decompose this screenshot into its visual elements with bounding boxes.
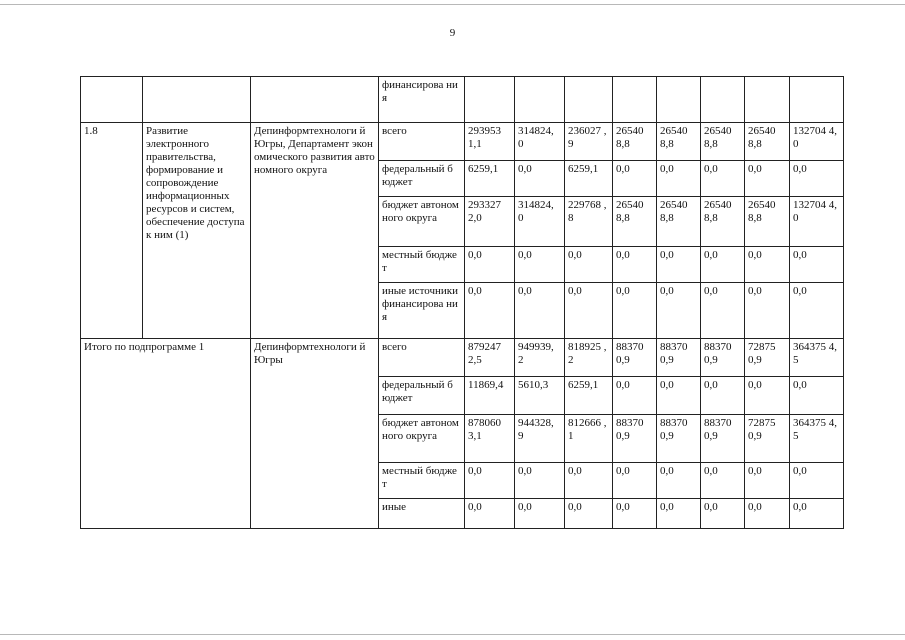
- value-cell: 0,0: [565, 247, 613, 283]
- value-cell: 0,0: [745, 499, 790, 529]
- value-cell: [745, 77, 790, 123]
- value-cell: 88370 0,9: [613, 415, 657, 463]
- value-cell: 818925 ,2: [565, 339, 613, 377]
- value-cell: 11869,4: [465, 377, 515, 415]
- value-cell: 364375 4,5: [790, 339, 844, 377]
- value-cell: 0,0: [745, 377, 790, 415]
- value-cell: 88370 0,9: [657, 415, 701, 463]
- value-cell: 0,0: [515, 161, 565, 197]
- page-number: 9: [449, 27, 456, 39]
- value-cell: 0,0: [701, 463, 745, 499]
- value-cell: 878060 3,1: [465, 415, 515, 463]
- value-cell: 6259,1: [465, 161, 515, 197]
- value-cell: 0,0: [701, 283, 745, 339]
- value-cell: 879247 2,5: [465, 339, 515, 377]
- scan-edge-top: [0, 4, 905, 5]
- value-cell: 5610,3: [515, 377, 565, 415]
- value-cell: [515, 77, 565, 123]
- value-cell: 0,0: [657, 247, 701, 283]
- value-cell: 0,0: [465, 247, 515, 283]
- value-cell: 0,0: [657, 161, 701, 197]
- value-cell: 88370 0,9: [701, 339, 745, 377]
- value-cell: 0,0: [657, 499, 701, 529]
- value-cell: 0,0: [745, 161, 790, 197]
- value-cell: 236027 ,9: [565, 123, 613, 161]
- subtotal-label-cell: Итого по подпрограмме 1: [81, 339, 251, 529]
- value-cell: 0,0: [613, 161, 657, 197]
- value-cell: 72875 0,9: [745, 339, 790, 377]
- value-cell: 88370 0,9: [657, 339, 701, 377]
- value-cell: 0,0: [745, 283, 790, 339]
- funding-source-cell: финансирова ния: [379, 77, 465, 123]
- measure-name-cell: [143, 77, 251, 123]
- value-cell: 0,0: [515, 499, 565, 529]
- funding-source-cell: бюджет автономного округа: [379, 197, 465, 247]
- value-cell: 0,0: [790, 161, 844, 197]
- table-row: [81, 77, 844, 123]
- value-cell: [565, 77, 613, 123]
- executor-cell: Депинформтехнологи й Югры, Департамент экономического развития автономного округа: [251, 123, 379, 339]
- funding-source-cell: иные источники финансирова ния: [379, 283, 465, 339]
- value-cell: 6259,1: [565, 161, 613, 197]
- value-cell: 0,0: [465, 283, 515, 339]
- funding-source-cell: местный бюджет: [379, 247, 465, 283]
- value-cell: 949939, 2: [515, 339, 565, 377]
- funding-source-cell: всего: [379, 123, 465, 161]
- value-cell: 314824, 0: [515, 123, 565, 161]
- value-cell: 0,0: [515, 463, 565, 499]
- funding-source-cell: федеральный бюджет: [379, 377, 465, 415]
- value-cell: 72875 0,9: [745, 415, 790, 463]
- value-cell: 132704 4,0: [790, 123, 844, 161]
- value-cell: 26540 8,8: [657, 123, 701, 161]
- value-cell: 0,0: [465, 463, 515, 499]
- value-cell: 0,0: [613, 247, 657, 283]
- measure-name-cell: Развитие электронного правительства, формирование и сопровождение информационных ресурсов и систем, обеспечение доступа к ним (1): [143, 123, 251, 339]
- executor-cell: [251, 77, 379, 123]
- value-cell: [613, 77, 657, 123]
- value-cell: 26540 8,8: [701, 197, 745, 247]
- row-number-cell: [81, 77, 143, 123]
- value-cell: 0,0: [465, 499, 515, 529]
- value-cell: 0,0: [613, 499, 657, 529]
- value-cell: [657, 77, 701, 123]
- value-cell: 0,0: [657, 463, 701, 499]
- value-cell: [701, 77, 745, 123]
- value-cell: 0,0: [515, 247, 565, 283]
- funding-source-cell: местный бюджет: [379, 463, 465, 499]
- value-cell: 0,0: [565, 283, 613, 339]
- funding-source-cell: федеральный бюджет: [379, 161, 465, 197]
- value-cell: 293953 1,1: [465, 123, 515, 161]
- value-cell: 88370 0,9: [701, 415, 745, 463]
- value-cell: [465, 77, 515, 123]
- value-cell: 0,0: [790, 463, 844, 499]
- value-cell: 229768 ,8: [565, 197, 613, 247]
- value-cell: 0,0: [701, 161, 745, 197]
- value-cell: 26540 8,8: [745, 197, 790, 247]
- value-cell: 293327 2,0: [465, 197, 515, 247]
- value-cell: 26540 8,8: [745, 123, 790, 161]
- value-cell: 364375 4,5: [790, 415, 844, 463]
- value-cell: 132704 4,0: [790, 197, 844, 247]
- value-cell: 0,0: [701, 499, 745, 529]
- value-cell: 26540 8,8: [613, 197, 657, 247]
- scan-edge-bottom: [0, 634, 905, 635]
- value-cell: 0,0: [745, 463, 790, 499]
- value-cell: 0,0: [790, 377, 844, 415]
- value-cell: 0,0: [790, 283, 844, 339]
- value-cell: 812666 ,1: [565, 415, 613, 463]
- value-cell: 0,0: [657, 283, 701, 339]
- value-cell: 6259,1: [565, 377, 613, 415]
- value-cell: 26540 8,8: [701, 123, 745, 161]
- value-cell: 314824, 0: [515, 197, 565, 247]
- value-cell: 0,0: [657, 377, 701, 415]
- value-cell: 0,0: [790, 499, 844, 529]
- value-cell: 0,0: [613, 377, 657, 415]
- value-cell: 26540 8,8: [613, 123, 657, 161]
- value-cell: 0,0: [565, 463, 613, 499]
- value-cell: 0,0: [613, 463, 657, 499]
- table-row: [81, 123, 844, 161]
- value-cell: 0,0: [515, 283, 565, 339]
- row-number-cell: 1.8: [81, 123, 143, 339]
- value-cell: 0,0: [701, 377, 745, 415]
- value-cell: 0,0: [701, 247, 745, 283]
- value-cell: 26540 8,8: [657, 197, 701, 247]
- value-cell: 88370 0,9: [613, 339, 657, 377]
- value-cell: 944328, 9: [515, 415, 565, 463]
- value-cell: 0,0: [790, 247, 844, 283]
- funding-source-cell: бюджет автономного округа: [379, 415, 465, 463]
- table-row: [81, 339, 844, 377]
- funding-source-cell: иные: [379, 499, 465, 529]
- value-cell: 0,0: [745, 247, 790, 283]
- executor-cell: Депинформтехнологи й Югры: [251, 339, 379, 529]
- value-cell: [790, 77, 844, 123]
- value-cell: 0,0: [613, 283, 657, 339]
- financing-table: [80, 76, 844, 529]
- value-cell: 0,0: [565, 499, 613, 529]
- funding-source-cell: всего: [379, 339, 465, 377]
